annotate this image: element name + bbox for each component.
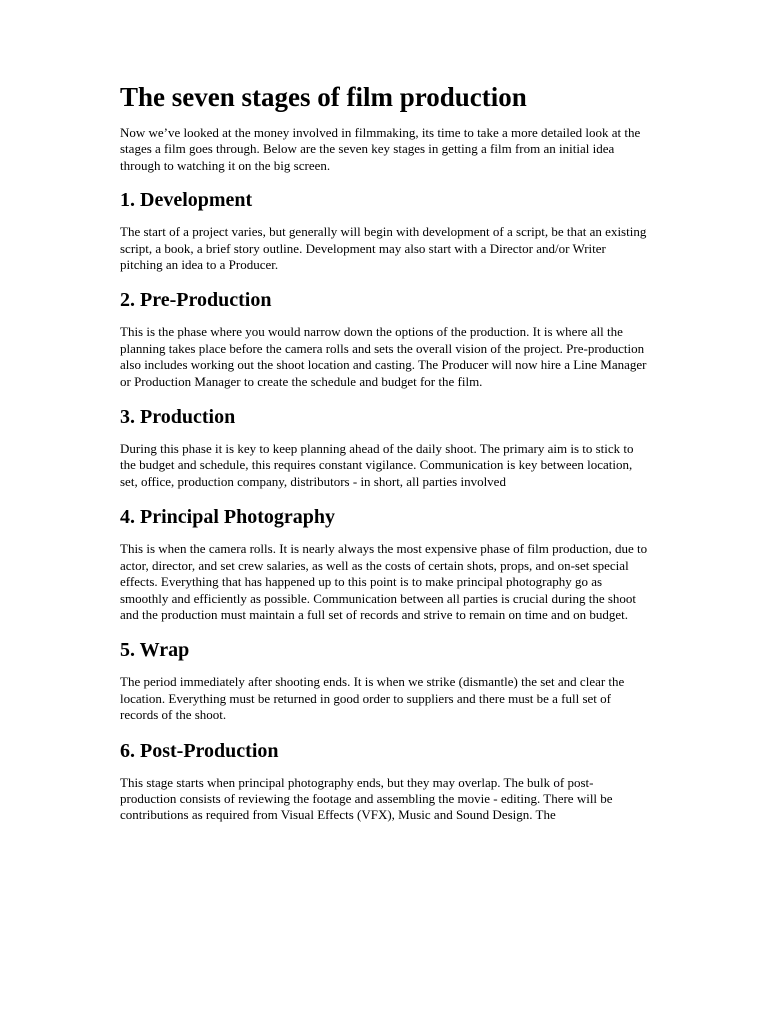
page-title: The seven stages of film production xyxy=(120,82,527,112)
section-pre-production xyxy=(120,288,648,390)
section-production xyxy=(120,405,648,490)
section-wrap xyxy=(120,638,648,723)
section-paragraph: The period immediately after shooting ends. It is when we strike (dismantle) the set and clear the location. Everything must be returned in good order to suppliers and there must be a full set of records of the shoot. xyxy=(120,674,625,723)
section-heading: 5. Wrap xyxy=(120,639,190,662)
section-post-production xyxy=(120,739,648,824)
section-paragraph: The start of a project varies, but generally will begin with development of a script, be that an existing script, a book, a brief story outline. Development may also start with a Director and/or Writer pitching an idea to a Producer. xyxy=(120,224,647,273)
document-page xyxy=(120,80,648,824)
section-paragraph: This is the phase where you would narrow down the options of the production. It is where all the planning takes place before the camera rolls and sets the overall vision of the project. Pre-production also includes working out the shoot location and casting. The Producer will now hire a Line Manager or Production Manager to create the schedule and budget for the film. xyxy=(120,324,647,389)
section-heading: 6. Post-Production xyxy=(120,739,279,762)
section-heading: 3. Production xyxy=(120,406,236,429)
section-principal-photography xyxy=(120,505,648,623)
section-paragraph: This is when the camera rolls. It is nearly always the most expensive phase of film production, due to actor, director, and set crew salaries, as well as the costs of certain shots, props, and on-set special effects. Everything that has happened up to this point is to make principal photography go as smoothly and efficiently as possible. Communication between all parties is crucial during the shoot and the production must maintain a full set of records and strive to remain on time and on budget. xyxy=(120,541,648,622)
section-heading: 2. Pre-Production xyxy=(120,289,272,312)
section-heading: 4. Principal Photography xyxy=(120,506,336,529)
section-development xyxy=(120,188,648,273)
section-paragraph: This stage starts when principal photography ends, but they may overlap. The bulk of post-production consists of reviewing the footage and assembling the movie - editing. There will be contributions as required from Visual Effects (VFX), Music and Sound Design. The xyxy=(120,774,613,823)
section-paragraph: During this phase it is key to keep planning ahead of the daily shoot. The primary aim is to stick to the budget and schedule, this requires constant vigilance. Communication is key between location, set, office, production company, distributors - in short, all parties involved xyxy=(120,441,634,489)
intro-paragraph: Now we’ve looked at the money involved in filmmaking, its time to take a more detailed look at the stages a film goes through. Below are the seven key stages in getting a film from an initial idea through to watching it on the big screen. xyxy=(120,125,641,173)
section-heading: 1. Development xyxy=(120,189,253,212)
